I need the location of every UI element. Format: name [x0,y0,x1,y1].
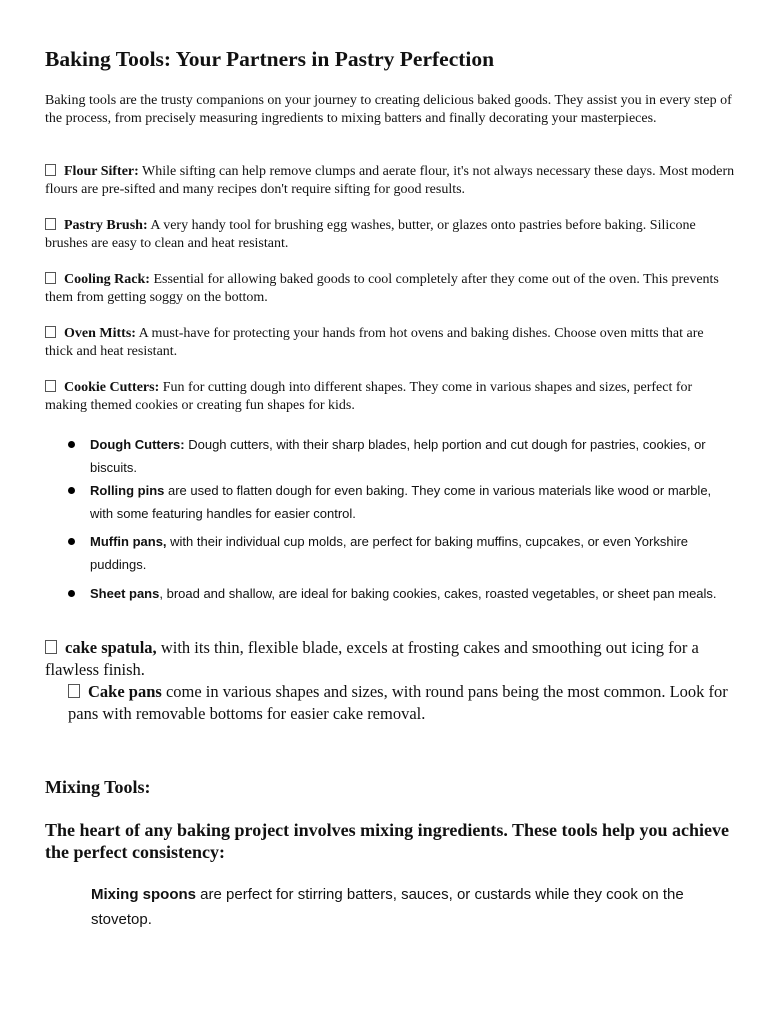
tool-item-mixing-spoons [91,882,721,932]
tool-name: Cooling Rack: [64,272,150,287]
tool-name: cake spatula, [65,638,157,657]
tool-item-flour-sifter [45,163,735,198]
bullet-icon [68,487,75,494]
list-item [68,582,718,605]
missing-glyph-icon [45,164,56,176]
bullet-icon [68,441,75,448]
section-intro: The heart of any baking project involves mixing ingredients. These tools help you achieve the perfect consistency: [45,820,730,862]
item-name: Muffin pans, [90,534,167,549]
list-item [68,433,718,479]
missing-glyph-icon [45,326,56,338]
missing-glyph-icon [45,272,56,284]
item-description: with their individual cup molds, are perfect for baking muffins, cupcakes, or even Yorkshire puddings. [90,534,689,572]
item-description: are used to flatten dough for even baking. They come in various materials like wood or marble, with some featuring handles for easier control. [90,483,712,521]
tool-item-oven-mitts [45,325,735,360]
tool-item-cake-pans [68,681,733,725]
tool-name: Flour Sifter: [64,164,139,179]
missing-glyph-icon [45,380,56,392]
tool-description: A must-have for protecting your hands from hot ovens and baking dishes. Choose oven mitts that are thick and heat resistant. [45,326,704,359]
tool-name: Pastry Brush: [64,218,148,233]
item-name: Dough Cutters: [90,437,185,452]
missing-glyph-icon [45,218,56,230]
bullet-icon [68,538,75,545]
tool-name: Mixing spoons [91,886,196,903]
tool-name: Cookie Cutters: [64,380,160,395]
item-name: Rolling pins [90,483,165,498]
tool-description: come in various shapes and sizes, with round pans being the most common. Look for pans with removable bottoms for easier cake removal. [68,682,728,723]
tool-item-cake-spatula [45,637,725,681]
list-item [68,530,718,576]
tool-description: Fun for cutting dough into different shapes. They come in various shapes and sizes, perfect for making themed cookies or creating fun shapes for kids. [45,380,693,413]
tool-description: Essential for allowing baked goods to cool completely after they come out of the oven. This prevents them from getting soggy on the bottom. [45,272,719,305]
page-title: Baking Tools: Your Partners in Pastry Perfection [45,47,495,71]
tool-name: Oven Mitts: [64,326,136,341]
tool-description: are perfect for stirring batters, sauces, or custards while they cook on the stovetop. [91,886,684,928]
tool-item-cookie-cutters [45,379,735,414]
list-item [68,479,718,525]
tool-item-cooling-rack [45,271,735,306]
item-name: Sheet pans [90,586,160,601]
tool-item-pastry-brush [45,217,735,252]
section-heading: Mixing Tools: [45,777,151,797]
tool-name: Cake pans [88,682,162,701]
tool-description: While sifting can help remove clumps and aerate flour, it's not always necessary these days. Most modern flours are pre-sifted and many recipes don't require sifting for good results. [45,164,735,197]
item-description: , broad and shallow, are ideal for baking cookies, cakes, roasted vegetables, or sheet pan meals. [159,586,717,601]
intro-paragraph: Baking tools are the trusty companions on your journey to creating delicious baked goods. They assist you in every step of the process, from precisely measuring ingredients to mixing batters and finally decorating your masterpieces. [45,93,732,126]
tool-description: with its thin, flexible blade, excels at frosting cakes and smoothing out icing for a flawless finish. [45,638,699,679]
missing-glyph-icon [68,684,80,698]
missing-glyph-icon [45,640,57,654]
item-description: Dough cutters, with their sharp blades, help portion and cut dough for pastries, cookies, or biscuits. [90,437,706,475]
tool-description: A very handy tool for brushing egg washes, butter, or glazes onto pastries before baking. Silicone brushes are easy to clean and heat resistant. [45,218,696,251]
bullet-icon [68,590,75,597]
bullet-list [68,433,718,605]
